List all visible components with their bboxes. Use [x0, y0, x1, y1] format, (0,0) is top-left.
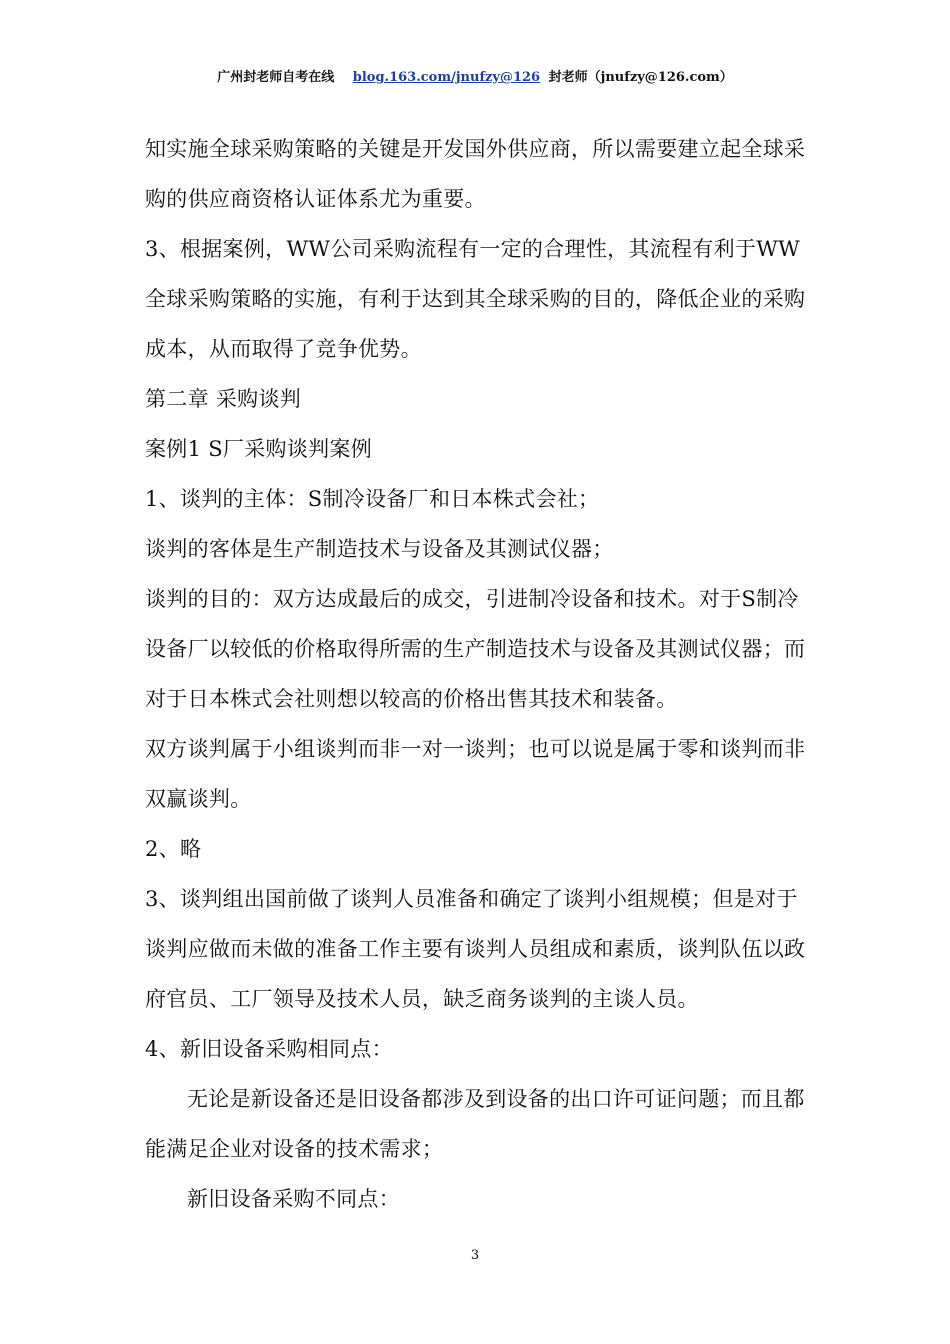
paragraph-same-points: 无论是新设备还是旧设备都涉及到设备的出口许可证问题；而且都能满足企业对设备的技术需求； — [145, 1087, 805, 1161]
paragraph-preparation: 3、谈判组出国前做了谈判人员准备和确定了谈判小组规模；但是对于谈判应做而未做的准备工作主要有谈判人员组成和素质，谈判队伍以政府官员、工厂领导及技术人员，缺乏商务谈判的主谈人员。 — [145, 887, 806, 1011]
paragraph-different-points-heading: 新旧设备采购不同点： — [187, 1187, 400, 1211]
header-site-name: 广州封老师自考在线 — [217, 70, 335, 85]
paragraph-negotiation-subject: 1、谈判的主体：S制冷设备厂和日本株式会社； — [145, 487, 600, 511]
page-number: 3 — [470, 1248, 480, 1263]
paragraph-negotiation-goal: 谈判的目的：双方达成最后的成交，引进制冷设备和技术。对于S制冷设备厂以较低的价格取得所需的生产制造技术与设备及其测试仪器；而对于日本株式会社则想以较高的价格出售其技术和装备。 — [145, 587, 806, 711]
paragraph-continuation: 知实施全球采购策略的关键是开发国外供应商，所以需要建立起全球采购的供应商资格认证体系尤为重要。 — [145, 137, 806, 211]
paragraph-item-2: 2、略 — [145, 837, 202, 861]
page-header — [0, 66, 950, 85]
paragraph-negotiation-object: 谈判的客体是生产制造技术与设备及其测试仪器； — [145, 537, 614, 561]
paragraph-negotiation-type: 双方谈判属于小组谈判而非一对一谈判；也可以说是属于零和谈判而非双赢谈判。 — [145, 737, 806, 811]
header-contact: 封老师（jnufzy@126.com） — [548, 70, 733, 85]
paragraph-ww-process: 3、根据案例，WW公司采购流程有一定的合理性，其流程有利于WW全球采购策略的实施，有利于达到其全球采购的目的，降低企业的采购成本，从而取得了竞争优势。 — [145, 237, 806, 361]
chapter-heading: 第二章 采购谈判 — [145, 387, 302, 411]
paragraph-same-points-heading: 4、新旧设备采购相同点： — [145, 1037, 393, 1061]
document-body — [145, 124, 809, 1224]
header-blog-link[interactable]: blog.163.com/jnufzy@126 — [352, 70, 541, 85]
case-heading: 案例1 S厂采购谈判案例 — [145, 437, 373, 461]
